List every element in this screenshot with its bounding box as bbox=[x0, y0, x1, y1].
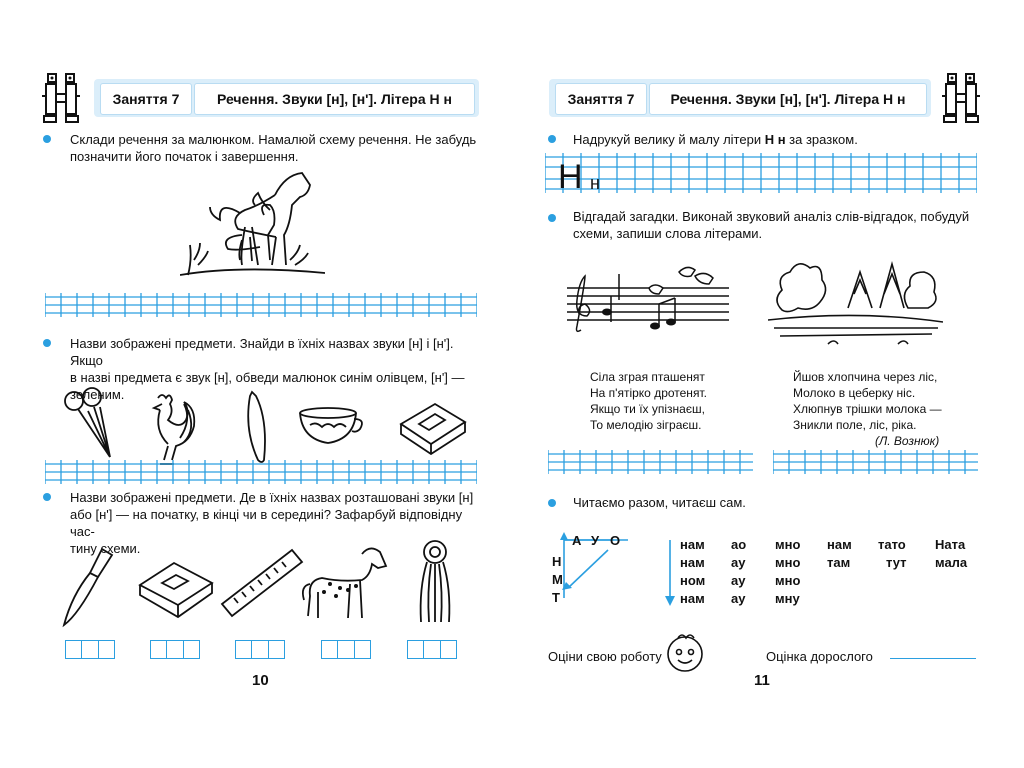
forest-illustration bbox=[768, 250, 943, 350]
smiley-face-icon[interactable] bbox=[664, 630, 706, 674]
consonant-letter: Н bbox=[552, 554, 562, 569]
sound-schema-box[interactable] bbox=[235, 640, 285, 659]
adult-evaluation-line[interactable] bbox=[890, 658, 976, 659]
syllable: тут bbox=[886, 555, 907, 570]
robot-letter-h-icon bbox=[40, 72, 82, 126]
sound-schema-box[interactable] bbox=[65, 640, 115, 659]
syllable: мала bbox=[935, 555, 968, 570]
bullet-icon bbox=[43, 135, 51, 143]
consonant-letter: Т bbox=[552, 590, 560, 605]
task-2-text: Відгадай загадки. Виконай звуковий аналіз слів-відгадок, побудуй схеми, запиши слова літерами. bbox=[573, 209, 970, 241]
page-number: 10 bbox=[252, 672, 269, 689]
lesson-title: Речення. Звуки [н], [н']. Літера Н н bbox=[194, 83, 475, 115]
book-illustration[interactable] bbox=[395, 400, 470, 455]
bullet-icon bbox=[43, 493, 51, 501]
syllable: нам bbox=[827, 537, 852, 552]
ruler-illustration bbox=[220, 548, 305, 620]
syllable: ном bbox=[680, 573, 706, 588]
syllable: мну bbox=[775, 591, 800, 606]
book-illustration bbox=[136, 555, 216, 620]
knife-illustration bbox=[58, 545, 118, 630]
cup-illustration[interactable] bbox=[296, 405, 366, 450]
writing-grid[interactable] bbox=[773, 450, 978, 474]
bullet-icon bbox=[548, 499, 556, 507]
riddle-1: Сіла зграя пташенят На п'ятірко дротенят. Якщо ти їх упізнаєш, То мелодію зіграєш. bbox=[590, 370, 707, 432]
syllable: ау bbox=[731, 573, 746, 588]
writing-grid[interactable] bbox=[548, 450, 753, 474]
scissors-illustration[interactable] bbox=[60, 385, 125, 465]
writing-grid[interactable] bbox=[45, 293, 477, 317]
vowel-letter: О bbox=[610, 533, 621, 548]
syllable: ау bbox=[731, 591, 746, 606]
syllable: мно bbox=[775, 573, 801, 588]
horses-illustration bbox=[180, 165, 325, 280]
sample-capital-letter: Н bbox=[558, 158, 583, 196]
task-1-text: Надрукуй велику й малу літери Н н за зразком. bbox=[573, 132, 858, 147]
bullet-icon bbox=[43, 339, 51, 347]
music-staff-illustration bbox=[563, 260, 733, 340]
page-number: 11 bbox=[754, 672, 770, 689]
right-lesson-header bbox=[549, 79, 931, 117]
syllable: там bbox=[827, 555, 851, 570]
adult-evaluation-label: Оцінка дорослого bbox=[766, 649, 873, 664]
riddle-2: Йшов хлопчина через ліс, Молоко в цеберку ніс. Хлюпнув трішки молока — Зникли поле, ліс, ріка. (Л. Вознюк) bbox=[793, 370, 942, 448]
syllable: нам bbox=[680, 555, 705, 570]
syllable: Ната bbox=[935, 537, 966, 552]
syllable: ау bbox=[731, 555, 746, 570]
lesson-title: Речення. Звуки [н], [н']. Літера Н н bbox=[649, 83, 927, 115]
bullet-icon bbox=[548, 214, 556, 222]
consonant-letter: М bbox=[552, 572, 563, 587]
letter-tracing-grid[interactable] bbox=[545, 153, 977, 196]
banana-illustration[interactable] bbox=[238, 390, 278, 465]
sound-schema-box[interactable] bbox=[407, 640, 457, 659]
rooster-illustration[interactable] bbox=[140, 390, 200, 468]
lesson-label: Заняття 7 bbox=[555, 83, 647, 115]
self-evaluation-label: Оціни свою роботу bbox=[548, 649, 662, 664]
task-2-text: Назви зображені предмети. Знайди в їхніх назвах звуки [н] і [н']. Якщо в назві предмета є звук [н], обведи малюнок синім олівцем, [н'] — зеленим. bbox=[70, 336, 465, 402]
syllable: тато bbox=[878, 537, 906, 552]
writing-grid[interactable] bbox=[45, 460, 477, 484]
sample-small-letter: н bbox=[590, 173, 600, 193]
bullet-icon bbox=[548, 135, 556, 143]
vowel-letter: У bbox=[591, 533, 600, 548]
syllable: мно bbox=[775, 537, 801, 552]
syllable: нам bbox=[680, 591, 705, 606]
left-lesson-header bbox=[94, 79, 479, 117]
task-3-text: Назви зображені предмети. Де в їхніх назвах розташовані звуки [н] або [н'] — на початку, в кінці чи в середині? Зафарбуй відповідну час- тину схеми. bbox=[70, 490, 474, 556]
vowel-letter: А bbox=[572, 533, 582, 548]
lesson-label: Заняття 7 bbox=[100, 83, 192, 115]
syllable: нам bbox=[680, 537, 705, 552]
syllable: ао bbox=[731, 537, 747, 552]
robot-letter-h-icon bbox=[940, 72, 982, 126]
syllable-arrows bbox=[548, 528, 658, 608]
syllable: мно bbox=[775, 555, 801, 570]
task-1-text: Склади речення за малюнком. Намалюй схему речення. Не забудь позначити його початок і завершення. bbox=[70, 132, 477, 164]
riddle-author: (Л. Вознюк) bbox=[875, 434, 940, 448]
sound-schema-box[interactable] bbox=[321, 640, 371, 659]
sound-schema-box[interactable] bbox=[150, 640, 200, 659]
pony-illustration bbox=[300, 540, 390, 625]
wreath-illustration bbox=[405, 538, 465, 626]
reading-direction-arrow bbox=[664, 538, 676, 608]
task-3-text: Читаємо разом, читаєш сам. bbox=[573, 495, 746, 510]
